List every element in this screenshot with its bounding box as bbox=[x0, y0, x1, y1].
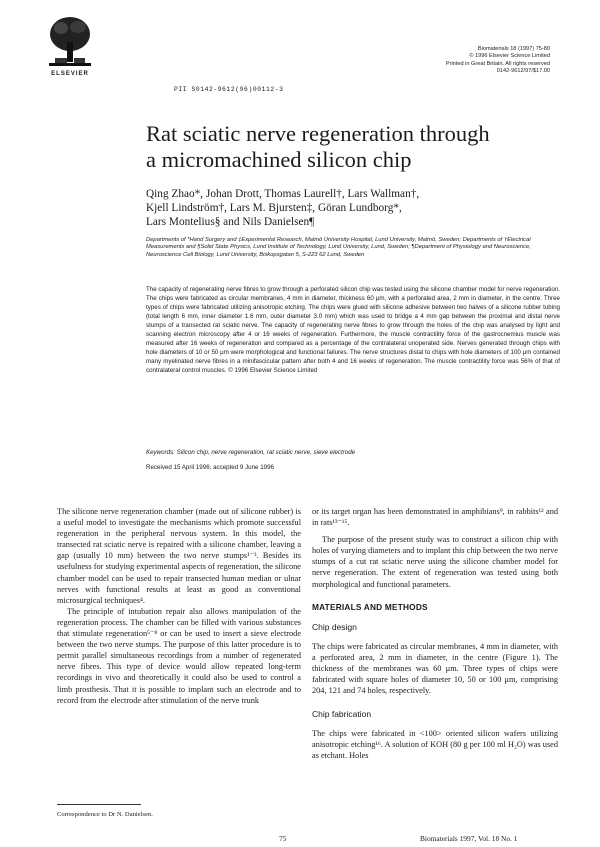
paragraph: The chips were fabricated in <100> oriented silicon wafers utilizing anisotropic etching¹⁶. A solution of KOH (80 g per 100 ml H₂O) was used as etchant. Holes bbox=[312, 728, 558, 760]
publisher-logo bbox=[47, 14, 93, 77]
pii-code: PII S0142-9612(96)00112-3 bbox=[174, 86, 284, 93]
issn-line: 0142-9612/97/$17.00 bbox=[496, 68, 550, 75]
publisher-name: ELSEVIER bbox=[51, 71, 89, 77]
received-dates: Received 15 April 1996; accepted 9 June 1996 bbox=[146, 464, 274, 471]
keywords-label: Keywords: bbox=[146, 449, 175, 456]
abstract: The capacity of regenerating nerve fibres to grow through a perforated silicon chip was tested using the silicone chamber model for nerve regeneration. The chips were fabricated as circular membranes, 4 mm in diameter, thickness 60 μm, with a perforated area, 2 mm in diameter, in the centre. Three types of chips were fabricated utilizing anisotropic etching. The chips were glued with silicone adhesive between two halves of a silicone rubber tubing (total length 6 mm, inner diameter 1.6 mm, outer diameter 3.0 mm) which was used to bridge a 4 mm gap between the proximal and distal nerve stumps of a transected rat sciatic nerve. The capacity of regenerating nerve fibres to grow through the holes of the chip was analysed by light and scanning electron microscopy after 4 or 16 weeks of regeneration. Furthermore, the muscle contractility force of the gastrocnemius muscle was measured after 16 weeks of regeneration and compared as a percentage of the contralateral unoperated side. Nerves generated through chips with hole diameters of 10 or 50 μm were morphological and functional failures. The nerve structures distal to chips with hole diameters of 100 μm contained many myelinated nerve fibres in a minifascicular pattern after both 4 and 16 weeks of regeneration. The muscle contractility force was 56% of that of contralateral control muscles. © 1996 Elsevier Science Limited bbox=[146, 286, 560, 374]
section-heading-methods: MATERIALS AND METHODS bbox=[312, 602, 428, 612]
affiliations: Departments of *Hand Surgery and ‡Experimental Research, Malmö University Hospital, Lund University, Malmö, Sweden; Departments of †Electrical Measurements and §Solid State Physics, Lund Institute of Technology, Lund University, Lund, Sweden; ¶Department of Physiology and Neuroscience, Neuroscience Cell Biology, Lund University, Biskopsgatan 5, S-223 62 Lund, Sweden bbox=[146, 237, 531, 258]
copyright-line: © 1996 Elsevier Science Limited bbox=[469, 53, 550, 60]
journal-citation: Biomaterials 18 (1997) 75-80 bbox=[477, 46, 550, 52]
paragraph: The chips were fabricated as circular membranes, 4 mm in diameter, with a perforated area, 2 mm in diameter, in the centre (Figure 1). The thickness of the membranes was 60 μm. Three types of chips were fabricated with square holes of diameter 10, 50 or 100 μm, comprising 204, 121 and 74 holes, respectively. bbox=[312, 642, 558, 696]
chip-design-section bbox=[312, 622, 558, 761]
article-title: Rat sciatic nerve regeneration through a micromachined silicon chip bbox=[146, 121, 490, 172]
keywords bbox=[146, 449, 560, 456]
correspondence-note: Correspondence to Dr N. Danielsen. bbox=[57, 811, 153, 818]
page-number: 75 bbox=[279, 834, 287, 843]
paragraph: The principle of intubation repair also allows manipulation of the regeneration process. The chamber can be filled with various substances that stimulate regeneration⁵⁻⁸ or can be used to insert a sieve electrode between the two nerve stumps. The purpose of this latter procedure is to permit parallel simultaneous recordings from a number of regenerated nerve fibres. This type of device would allow repeated long-term recordings in vivo and theoretically it could also be used to control a limb prosthesis. That it is possible to implant such an electrode and to record from the electrode after stimulation of the nerve trunk bbox=[57, 606, 301, 705]
publication-info bbox=[430, 46, 550, 76]
paragraph: The purpose of the present study was to construct a silicon chip with holes of varying diameters and to implant this chip between the two nerve stumps of a cut rat sciatic nerve using the silicone chamber model for nerve regeneration. The extent of regeneration was tested using both morphological and functional parameters. bbox=[312, 535, 558, 589]
printed-line: Printed in Great Britain. All rights reserved bbox=[445, 60, 550, 67]
subsection-heading-chip-fabrication: Chip fabrication bbox=[312, 708, 372, 719]
elsevier-tree-icon bbox=[47, 14, 93, 70]
footnote-rule bbox=[57, 804, 141, 805]
journal-footer: Biomaterials 1997, Vol. 18 No. 1 bbox=[420, 834, 518, 843]
keywords-text: Silicon chip, nerve regeneration, rat sciatic nerve, sieve electrode bbox=[176, 449, 356, 456]
paragraph: or its target organ has been demonstrated in amphibians⁹, in rabbits¹² and in rats¹³⁻¹⁵. bbox=[312, 507, 558, 528]
body-column-right bbox=[312, 506, 558, 590]
paragraph: The silicone nerve regeneration chamber (made out of silicone rubber) is a useful model to investigate the mechanisms which promote successful regeneration in the peripheral nervous system. In this model, the transected rat sciatic nerve is repaired with a silicone chamber, leaving a gap (usually 10 mm) between the two nerve stumps¹⁻³. Besides its usefulness for studying experimental aspects of regeneration, the silicone chamber model can be used to repair transected human median or ulnar nerves with functional results at least as good as conventional microsurgical techniques⁴. bbox=[57, 507, 301, 605]
author-list: Qing Zhao*, Johan Drott, Thomas Laurell†, Lars Wallman†, Kjell Lindström†, Lars M. Bjursten‡, Göran Lundborg*, Lars Montelius§ and Nils Danielsen¶ bbox=[146, 188, 420, 228]
body-column-left bbox=[57, 506, 301, 706]
subsection-heading-chip-design: Chip design bbox=[312, 622, 357, 632]
